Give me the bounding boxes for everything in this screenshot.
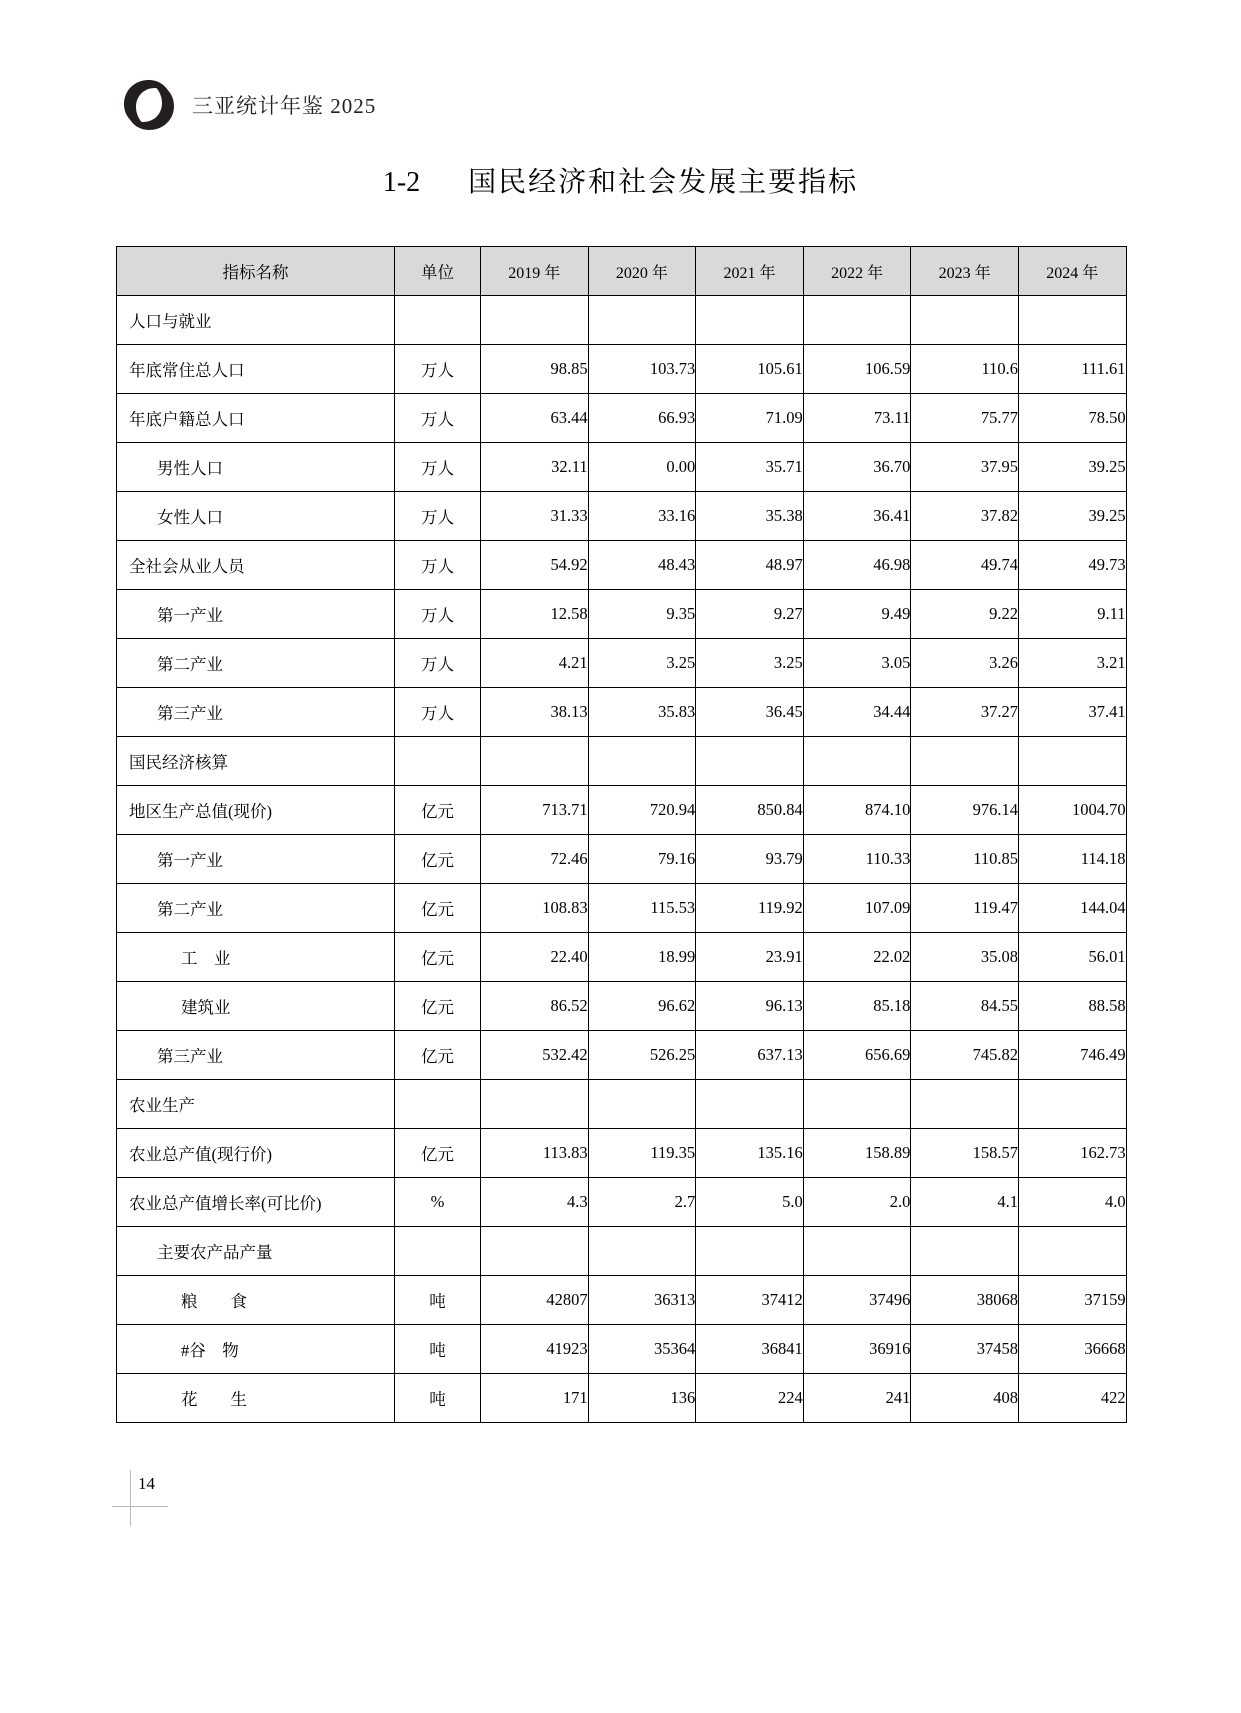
row-value: 66.93 bbox=[588, 394, 696, 443]
statistics-table-container bbox=[116, 246, 1126, 1423]
table-header bbox=[117, 247, 1127, 296]
row-value bbox=[911, 296, 1019, 345]
row-value bbox=[588, 1227, 696, 1276]
table-row bbox=[117, 296, 1127, 345]
row-value: 110.85 bbox=[911, 835, 1019, 884]
row-value bbox=[588, 1080, 696, 1129]
row-value: 37412 bbox=[696, 1276, 804, 1325]
row-value: 37159 bbox=[1018, 1276, 1126, 1325]
table-row bbox=[117, 443, 1127, 492]
page-title bbox=[0, 160, 1241, 200]
table-row bbox=[117, 541, 1127, 590]
row-value: 93.79 bbox=[696, 835, 804, 884]
table-row bbox=[117, 1374, 1127, 1423]
row-value: 36668 bbox=[1018, 1325, 1126, 1374]
table-row bbox=[117, 590, 1127, 639]
row-value: 31.33 bbox=[481, 492, 589, 541]
row-value: 115.53 bbox=[588, 884, 696, 933]
row-value: 37458 bbox=[911, 1325, 1019, 1374]
row-value: 4.0 bbox=[1018, 1178, 1126, 1227]
row-value: 85.18 bbox=[803, 982, 911, 1031]
row-value: 72.46 bbox=[481, 835, 589, 884]
column-header-2021: 2021 年 bbox=[696, 247, 804, 296]
row-value: 0.00 bbox=[588, 443, 696, 492]
row-value: 1004.70 bbox=[1018, 786, 1126, 835]
column-header-2024: 2024 年 bbox=[1018, 247, 1126, 296]
page-title-number: 1-2 bbox=[382, 167, 421, 198]
row-value: 976.14 bbox=[911, 786, 1019, 835]
row-value: 103.73 bbox=[588, 345, 696, 394]
row-value: 22.40 bbox=[481, 933, 589, 982]
row-unit bbox=[395, 1080, 481, 1129]
table-row bbox=[117, 786, 1127, 835]
row-indicator-label: 农业总产值(现行价) bbox=[117, 1129, 395, 1178]
row-unit: 亿元 bbox=[395, 1129, 481, 1178]
row-value: 42807 bbox=[481, 1276, 589, 1325]
row-indicator-label: 农业总产值增长率(可比价) bbox=[117, 1178, 395, 1227]
page-header bbox=[118, 74, 376, 136]
row-indicator-label: 全社会从业人员 bbox=[117, 541, 395, 590]
row-value bbox=[1018, 1227, 1126, 1276]
row-value: 107.09 bbox=[803, 884, 911, 933]
row-value: 114.18 bbox=[1018, 835, 1126, 884]
row-value: 224 bbox=[696, 1374, 804, 1423]
row-value: 36313 bbox=[588, 1276, 696, 1325]
row-indicator-label: 第一产业 bbox=[117, 590, 395, 639]
column-header-2022: 2022 年 bbox=[803, 247, 911, 296]
row-value: 18.99 bbox=[588, 933, 696, 982]
page-number: 14 bbox=[138, 1474, 155, 1493]
row-value: 3.25 bbox=[696, 639, 804, 688]
row-value: 54.92 bbox=[481, 541, 589, 590]
row-indicator-label: 粮 食 bbox=[117, 1276, 395, 1325]
row-unit: 亿元 bbox=[395, 835, 481, 884]
row-unit: 吨 bbox=[395, 1374, 481, 1423]
table-row bbox=[117, 982, 1127, 1031]
row-value bbox=[803, 1227, 911, 1276]
row-unit: 万人 bbox=[395, 639, 481, 688]
row-indicator-label: 第二产业 bbox=[117, 884, 395, 933]
row-value bbox=[803, 737, 911, 786]
page-title-text: 国民经济和社会发展主要指标 bbox=[468, 167, 859, 198]
table-header-row bbox=[117, 247, 1127, 296]
row-value: 136 bbox=[588, 1374, 696, 1423]
row-indicator-label: 年底常住总人口 bbox=[117, 345, 395, 394]
row-value bbox=[481, 1080, 589, 1129]
row-value: 36916 bbox=[803, 1325, 911, 1374]
row-value: 56.01 bbox=[1018, 933, 1126, 982]
row-value bbox=[696, 1080, 804, 1129]
table-body bbox=[117, 296, 1127, 1423]
row-value: 38.13 bbox=[481, 688, 589, 737]
row-indicator-label: #谷 物 bbox=[117, 1325, 395, 1374]
row-value: 9.27 bbox=[696, 590, 804, 639]
row-value bbox=[696, 296, 804, 345]
row-value: 9.35 bbox=[588, 590, 696, 639]
row-unit: 万人 bbox=[395, 492, 481, 541]
row-value: 105.61 bbox=[696, 345, 804, 394]
row-value: 526.25 bbox=[588, 1031, 696, 1080]
row-value: 39.25 bbox=[1018, 443, 1126, 492]
table-row bbox=[117, 1178, 1127, 1227]
table-row bbox=[117, 345, 1127, 394]
row-value: 408 bbox=[911, 1374, 1019, 1423]
table-row bbox=[117, 884, 1127, 933]
row-value: 3.25 bbox=[588, 639, 696, 688]
row-value: 38068 bbox=[911, 1276, 1019, 1325]
row-value: 3.26 bbox=[911, 639, 1019, 688]
row-value: 119.35 bbox=[588, 1129, 696, 1178]
table-row bbox=[117, 737, 1127, 786]
row-value: 110.6 bbox=[911, 345, 1019, 394]
row-value: 656.69 bbox=[803, 1031, 911, 1080]
row-value: 108.83 bbox=[481, 884, 589, 933]
row-unit: 万人 bbox=[395, 541, 481, 590]
row-value: 37496 bbox=[803, 1276, 911, 1325]
row-value: 84.55 bbox=[911, 982, 1019, 1031]
row-unit: 万人 bbox=[395, 345, 481, 394]
row-value: 713.71 bbox=[481, 786, 589, 835]
row-value bbox=[1018, 296, 1126, 345]
row-value: 113.83 bbox=[481, 1129, 589, 1178]
row-indicator-label: 第三产业 bbox=[117, 1031, 395, 1080]
header-title: 三亚统计年鉴 2025 bbox=[192, 94, 377, 118]
row-value bbox=[911, 1080, 1019, 1129]
row-value: 37.95 bbox=[911, 443, 1019, 492]
row-value: 35.08 bbox=[911, 933, 1019, 982]
row-value: 98.85 bbox=[481, 345, 589, 394]
row-value: 88.58 bbox=[1018, 982, 1126, 1031]
row-value: 75.77 bbox=[911, 394, 1019, 443]
row-value: 86.52 bbox=[481, 982, 589, 1031]
row-value: 63.44 bbox=[481, 394, 589, 443]
row-value: 35.83 bbox=[588, 688, 696, 737]
row-unit: 万人 bbox=[395, 394, 481, 443]
row-value: 2.0 bbox=[803, 1178, 911, 1227]
row-value: 36.41 bbox=[803, 492, 911, 541]
row-value: 119.47 bbox=[911, 884, 1019, 933]
row-value: 9.22 bbox=[911, 590, 1019, 639]
row-value: 119.92 bbox=[696, 884, 804, 933]
row-value: 2.7 bbox=[588, 1178, 696, 1227]
row-indicator-label: 第一产业 bbox=[117, 835, 395, 884]
row-indicator-label: 女性人口 bbox=[117, 492, 395, 541]
row-value: 23.91 bbox=[696, 933, 804, 982]
row-indicator-label: 地区生产总值(现价) bbox=[117, 786, 395, 835]
row-value: 32.11 bbox=[481, 443, 589, 492]
row-unit bbox=[395, 1227, 481, 1276]
row-indicator-label: 花 生 bbox=[117, 1374, 395, 1423]
row-value: 36.45 bbox=[696, 688, 804, 737]
row-value: 746.49 bbox=[1018, 1031, 1126, 1080]
row-indicator-label: 年底户籍总人口 bbox=[117, 394, 395, 443]
row-value bbox=[1018, 1080, 1126, 1129]
row-value: 36.70 bbox=[803, 443, 911, 492]
row-unit: 万人 bbox=[395, 443, 481, 492]
row-value: 36841 bbox=[696, 1325, 804, 1374]
table-row bbox=[117, 1031, 1127, 1080]
row-value: 4.1 bbox=[911, 1178, 1019, 1227]
row-value: 96.62 bbox=[588, 982, 696, 1031]
row-value: 48.43 bbox=[588, 541, 696, 590]
row-value: 79.16 bbox=[588, 835, 696, 884]
row-value: 110.33 bbox=[803, 835, 911, 884]
row-indicator-label: 国民经济核算 bbox=[117, 737, 395, 786]
row-unit: % bbox=[395, 1178, 481, 1227]
row-value: 106.59 bbox=[803, 345, 911, 394]
row-value: 96.13 bbox=[696, 982, 804, 1031]
row-unit: 亿元 bbox=[395, 884, 481, 933]
row-value: 144.04 bbox=[1018, 884, 1126, 933]
row-value: 37.41 bbox=[1018, 688, 1126, 737]
table-row bbox=[117, 492, 1127, 541]
row-value bbox=[481, 1227, 589, 1276]
spiral-logo-icon bbox=[118, 74, 180, 136]
row-value: 39.25 bbox=[1018, 492, 1126, 541]
column-header-2020: 2020 年 bbox=[588, 247, 696, 296]
row-value: 35.71 bbox=[696, 443, 804, 492]
table-row bbox=[117, 835, 1127, 884]
row-value: 37.27 bbox=[911, 688, 1019, 737]
row-value: 33.16 bbox=[588, 492, 696, 541]
table-row bbox=[117, 1325, 1127, 1374]
row-unit bbox=[395, 737, 481, 786]
row-value: 46.98 bbox=[803, 541, 911, 590]
row-value: 3.05 bbox=[803, 639, 911, 688]
row-value: 34.44 bbox=[803, 688, 911, 737]
crop-mark-vertical bbox=[130, 1470, 131, 1526]
table-row bbox=[117, 1227, 1127, 1276]
table-row bbox=[117, 933, 1127, 982]
row-value: 35364 bbox=[588, 1325, 696, 1374]
row-value: 41923 bbox=[481, 1325, 589, 1374]
row-unit: 亿元 bbox=[395, 786, 481, 835]
table-row bbox=[117, 1080, 1127, 1129]
row-value bbox=[911, 1227, 1019, 1276]
row-value: 171 bbox=[481, 1374, 589, 1423]
row-unit: 亿元 bbox=[395, 933, 481, 982]
row-value: 35.38 bbox=[696, 492, 804, 541]
row-value: 4.3 bbox=[481, 1178, 589, 1227]
row-value: 73.11 bbox=[803, 394, 911, 443]
row-unit: 亿元 bbox=[395, 1031, 481, 1080]
row-value: 37.82 bbox=[911, 492, 1019, 541]
row-value: 48.97 bbox=[696, 541, 804, 590]
row-value: 241 bbox=[803, 1374, 911, 1423]
row-unit: 吨 bbox=[395, 1276, 481, 1325]
row-value bbox=[1018, 737, 1126, 786]
table-row bbox=[117, 639, 1127, 688]
row-indicator-label: 第三产业 bbox=[117, 688, 395, 737]
column-header-indicator: 指标名称 bbox=[117, 247, 395, 296]
row-value: 162.73 bbox=[1018, 1129, 1126, 1178]
row-value: 12.58 bbox=[481, 590, 589, 639]
row-value: 49.73 bbox=[1018, 541, 1126, 590]
row-value bbox=[588, 737, 696, 786]
row-indicator-label: 第二产业 bbox=[117, 639, 395, 688]
table-row bbox=[117, 1276, 1127, 1325]
row-value: 720.94 bbox=[588, 786, 696, 835]
row-value: 4.21 bbox=[481, 639, 589, 688]
row-value: 111.61 bbox=[1018, 345, 1126, 394]
row-value bbox=[911, 737, 1019, 786]
table-row bbox=[117, 394, 1127, 443]
row-indicator-label: 主要农产品产量 bbox=[117, 1227, 395, 1276]
statistics-table bbox=[116, 246, 1127, 1423]
row-value: 5.0 bbox=[696, 1178, 804, 1227]
row-value: 158.89 bbox=[803, 1129, 911, 1178]
row-value: 850.84 bbox=[696, 786, 804, 835]
row-indicator-label: 农业生产 bbox=[117, 1080, 395, 1129]
row-value: 9.49 bbox=[803, 590, 911, 639]
row-value bbox=[481, 737, 589, 786]
row-value: 22.02 bbox=[803, 933, 911, 982]
row-value: 78.50 bbox=[1018, 394, 1126, 443]
row-value bbox=[481, 296, 589, 345]
row-value bbox=[588, 296, 696, 345]
row-value bbox=[803, 1080, 911, 1129]
column-header-2019: 2019 年 bbox=[481, 247, 589, 296]
row-unit: 吨 bbox=[395, 1325, 481, 1374]
row-value: 3.21 bbox=[1018, 639, 1126, 688]
page-footer bbox=[112, 1470, 312, 1530]
row-value: 422 bbox=[1018, 1374, 1126, 1423]
row-value: 637.13 bbox=[696, 1031, 804, 1080]
row-value bbox=[803, 296, 911, 345]
row-unit: 亿元 bbox=[395, 982, 481, 1031]
row-value: 745.82 bbox=[911, 1031, 1019, 1080]
row-unit bbox=[395, 296, 481, 345]
row-indicator-label: 男性人口 bbox=[117, 443, 395, 492]
row-indicator-label: 工 业 bbox=[117, 933, 395, 982]
row-indicator-label: 建筑业 bbox=[117, 982, 395, 1031]
row-value bbox=[696, 1227, 804, 1276]
row-value: 71.09 bbox=[696, 394, 804, 443]
row-unit: 万人 bbox=[395, 590, 481, 639]
table-row bbox=[117, 688, 1127, 737]
crop-mark-horizontal bbox=[112, 1506, 168, 1507]
row-value bbox=[696, 737, 804, 786]
row-value: 532.42 bbox=[481, 1031, 589, 1080]
row-value: 9.11 bbox=[1018, 590, 1126, 639]
row-value: 874.10 bbox=[803, 786, 911, 835]
row-value: 158.57 bbox=[911, 1129, 1019, 1178]
column-header-2023: 2023 年 bbox=[911, 247, 1019, 296]
column-header-unit: 单位 bbox=[395, 247, 481, 296]
row-indicator-label: 人口与就业 bbox=[117, 296, 395, 345]
row-value: 49.74 bbox=[911, 541, 1019, 590]
table-row bbox=[117, 1129, 1127, 1178]
row-unit: 万人 bbox=[395, 688, 481, 737]
row-value: 135.16 bbox=[696, 1129, 804, 1178]
